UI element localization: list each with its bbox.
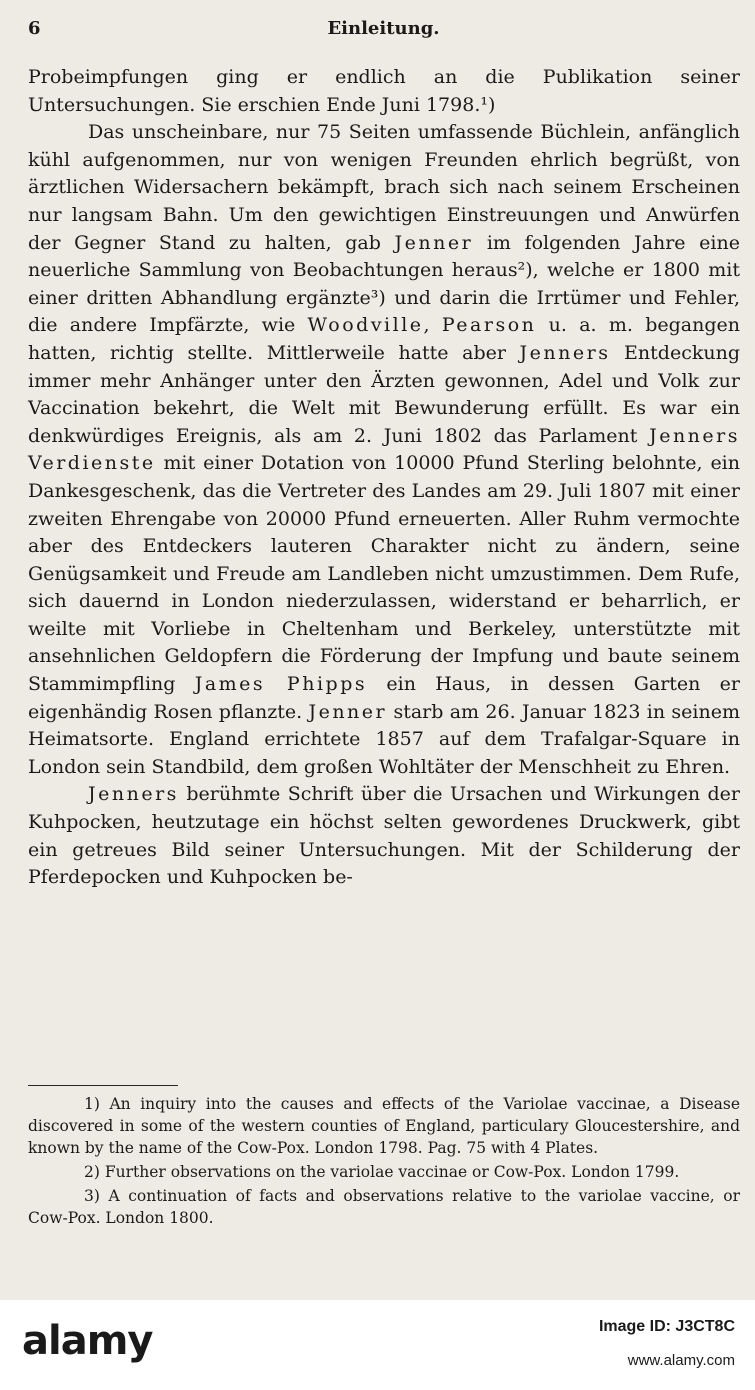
name-pearson: Pearson bbox=[441, 314, 537, 337]
name-jenners: Jenners bbox=[519, 341, 611, 364]
body-text bbox=[28, 64, 740, 892]
p2-text-g: ein Haus, in dessen Garten er eigenhändig Rosen pflanzte. bbox=[28, 673, 741, 723]
p2-text-d: u. a. m. begangen hatten, richtig stellte. Mittlerweile hatte aber bbox=[28, 314, 740, 364]
name-jenner-2: Jenner bbox=[308, 700, 388, 723]
name-woodville: Woodville bbox=[307, 314, 424, 337]
p3-text-a: berühmte Schrift über die Ursachen und Wirkungen der Kuhpocken, heutzutage ein höchst selten gewordenes Druckwerk, gibt ein getreues Bild seiner Untersuchungen. Mit der Schilderung der Pferdepocken und Kuhpocken be- bbox=[28, 783, 740, 889]
p2-text-c: , bbox=[423, 314, 442, 337]
p2-text-h: starb am 26. Januar 1823 in seinem Heimatsorte. England errichtete 1857 auf dem Trafalgar-Square in London sein Standbild, dem großen Wohltäter der Menschheit zu Ehren. bbox=[28, 700, 740, 778]
name-jenners-verdienste: Jenners Verdienste bbox=[28, 424, 740, 475]
running-head: Einleitung. bbox=[327, 18, 440, 39]
page-number: 6 bbox=[28, 18, 41, 39]
footnotes bbox=[28, 1093, 740, 1231]
alamy-logo: alamy bbox=[22, 1318, 153, 1364]
footnote-1: 1) An inquiry into the causes and effects of the Variolae vaccinae, a Disease discovered in some of the western counties of England, particulary Gloucestershire, and known by the name of the Cow-Pox. London 1798. Pag. 75 with 4 Plates. bbox=[28, 1095, 740, 1157]
image-id-label: Image ID: J3CT8C bbox=[598, 1318, 735, 1335]
stock-url: www.alamy.com bbox=[627, 1352, 735, 1369]
footnote-2: 2) Further observations on the variolae vaccinae or Cow-Pox. London 1799. bbox=[84, 1163, 680, 1181]
name-james-phipps: James Phipps bbox=[194, 673, 368, 696]
p2-text-a: Das unscheinbare, nur 75 Seiten umfassende Büchlein, anfänglich kühl aufgenommen, nur von wenigen Freunden ehrlich begrüßt, von ärztlichen Widersachern bekämpft, brach sich nach seinem Erscheinen nur langsam Bahn. Um den gewichtigen Einstreuungen und Anwürfen der Gegner Stand zu halten, gab bbox=[28, 121, 740, 254]
paragraph-3 bbox=[28, 781, 740, 891]
page-header bbox=[28, 18, 739, 48]
paragraph-2 bbox=[28, 119, 740, 781]
p2-text-b: im folgenden Jahre eine neuerliche Sammlung von Beobachtungen heraus²), welche er 1800 mit einer dritten Abhandlung ergänzte³) und darin die Irrtümer und Fehler, die andere Impfärzte, wie bbox=[28, 231, 740, 337]
name-jenners-3: Jenners bbox=[88, 783, 179, 806]
footnote-3: 3) A continuation of facts and observations relative to the variolae vaccine, or Cow-Pox. London 1800. bbox=[28, 1187, 740, 1227]
name-jenner: Jenner bbox=[394, 231, 474, 254]
p2-text-e: Entdeckung immer mehr Anhänger unter den Ärzten gewonnen, Adel und Volk zur Vaccination bekehrt, die Welt mit Bewunderung erfüllt. Es war ein denkwürdiges Ereignis, als am 2. Juni 1802 das Parlament bbox=[28, 341, 741, 447]
paragraph-1: Probeimpfungen ging er endlich an die Publikation seiner Untersuchungen. Sie erschien Ende Juni 1798.¹) bbox=[28, 66, 740, 116]
footnote-divider bbox=[28, 1085, 178, 1086]
p2-text-f: mit einer Dotation von 10000 Pfund Sterling belohnte, ein Dankesgeschenk, das die Vertreter des Landes am 29. Juli 1807 mit einer zweiten Ehrengabe von 20000 Pfund erneuerten. Aller Ruhm vermochte aber des Entdeckers lauteren Charakter nicht zu ändern, seine Genügsamkeit und Freude am Landleben nicht umzustimmen. Dem Rufe, sich dauernd in London niederzulassen, widerstand er beharrlich, er weilte mit Vorliebe in Cheltenham und Berkeley, unterstützte mit ansehnlichen Geldopfern die Förderung der Impfung und baute seinem Stammimpfling bbox=[28, 452, 740, 696]
